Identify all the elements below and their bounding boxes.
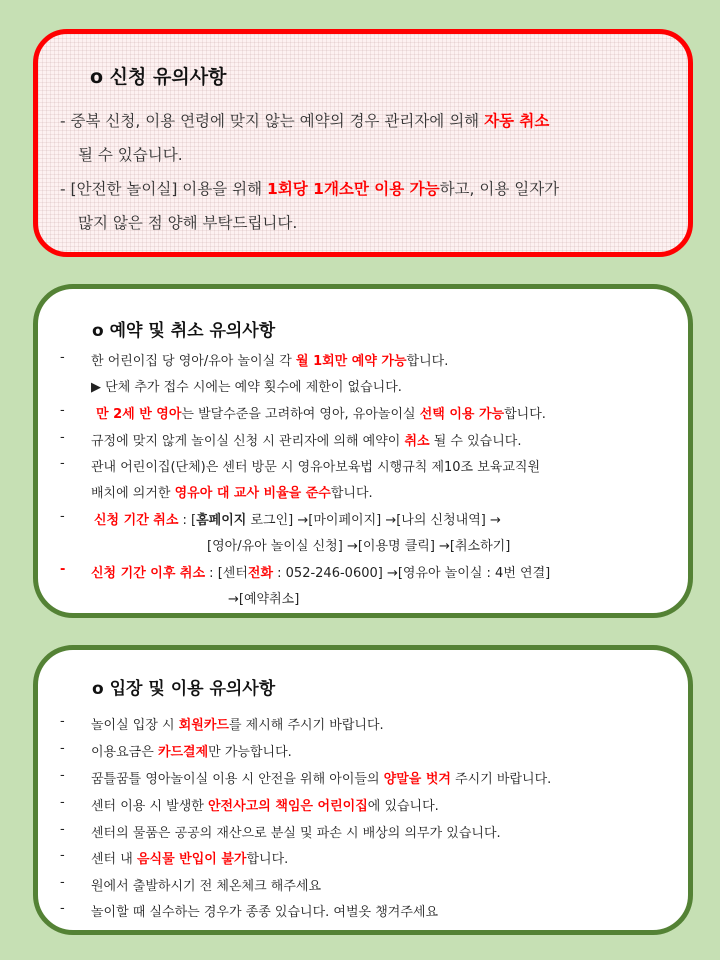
- list-item: 신청 기간 취소 : [홈페이지 로그인] →[마이페이지] →[나의 신청내역] →: [94, 513, 501, 528]
- list-item: 만 2세 반 영아는 발달수준을 고려하여 영아, 유아놀이실 선택 이용 가능합니다.: [96, 407, 546, 422]
- list-item: 꿈틀꿈틀 영아놀이실 이용 시 안전을 위해 아이들의 양말을 벗겨 주시기 바랍니다.: [91, 772, 552, 787]
- list-item: 원에서 출발하시기 전 체온체크 해주세요: [91, 879, 322, 894]
- list-item: 놀이할 때 실수하는 경우가 종종 있습니다. 여벌옷 챙겨주세요: [91, 905, 439, 920]
- list-item: 센터의 물품은 공공의 재산으로 분실 및 파손 시 배상의 의무가 있습니다.: [91, 826, 501, 841]
- list-item: 센터 이용 시 발생한 안전사고의 책임은 어린이집에 있습니다.: [91, 799, 439, 814]
- list-item-cont: →[예약취소]: [228, 592, 300, 607]
- highlight-auto-cancel: 자동 취소: [484, 112, 550, 130]
- list-item-cont: [영아/유아 놀이실 신청] →[이용명 클릭] →[취소하기]: [207, 539, 511, 554]
- list-item: 놀이실 입장 시 회원카드를 제시해 주시기 바랍니다.: [91, 718, 384, 733]
- list-item: 관내 어린이집(단체)은 센터 방문 시 영유아보육법 시행규칙 제10조 보육교직원: [91, 460, 541, 475]
- notice-line-4: 많지 않은 점 양해 부탁드립니다.: [78, 214, 298, 232]
- reservation-cancel-title: o 예약 및 취소 유의사항: [92, 321, 276, 341]
- entry-usage-title: o 입장 및 이용 유의사항: [92, 679, 276, 699]
- application-notice-title: o 신청 유의사항: [90, 66, 227, 88]
- application-notice-panel: [33, 29, 693, 257]
- entry-usage-panel: o 입장 및 이용 유의사항 - 놀이실 입장 시 회원카드를 제시해 주시기 바랍니다. - 이용요금은 카드결제만 가능합니다. - 꿈틀꿈틀 영아놀이실 이용 시 안전을 위해 아이들의 양말을 벗겨 주시기 바랍니다. - 센터 이용 시 발생한 안전사고의 책임은 어린이집에 있습니다. - 센터의 물품은 공공의 재산으로 분실 및 파손 시 배상의 의무가 있습니다. - 센터 내 음식물 반입이 불가합니다. - 원에서 출발하시기 전 체온체크 해주세요 - 놀이할 때 실수하는 경우가 종종 있습니다. 여벌옷 챙겨주세요: [33, 645, 693, 935]
- reservation-cancel-panel: o 예약 및 취소 유의사항 - 한 어린이집 당 영아/유아 놀이실 각 월 1회만 예약 가능합니다. ▶ 단체 추가 접수 시에는 예약 횟수에 제한이 없습니다. - 만 2세 반 영아는 발달수준을 고려하여 영아, 유아놀이실 선택 이용 가능합니다. - 규정에 맞지 않게 놀이실 신청 시 관리자에 의해 예약이 취소 될 수 있습니다. - 관내 어린이집(단체)은 센터 방문 시 영유아보육법 시행규칙 제10조 보육교직원 배치에 의거한 영유아 대 교사 비율을 준수합니다. - 신청 기간 취소 : [홈페이지 로그인] →[마이페이지] →[나의 신청내역] → [영아/유아 놀이실 신청] →[이용명 클릭] →[취소하기] - 신청 기간 이후 취소 : [센터전화 : 052-246-0600] →[영유아 놀이실 : 4번 연결] →[예약취소]: [33, 284, 693, 618]
- highlight-one-room: 1회당 1개소만 이용 가능: [267, 180, 440, 198]
- notice-line-2: 될 수 있습니다.: [78, 146, 183, 164]
- list-item-cont: 배치에 의거한 영유아 대 교사 비율을 준수합니다.: [91, 486, 373, 501]
- list-subitem: ▶ 단체 추가 접수 시에는 예약 횟수에 제한이 없습니다.: [91, 380, 402, 395]
- list-item: 한 어린이집 당 영아/유아 놀이실 각 월 1회만 예약 가능합니다.: [91, 354, 449, 369]
- notice-line-3: - [안전한 놀이실] 이용을 위해 1회당 1개소만 이용 가능하고, 이용 일자가: [60, 180, 560, 198]
- list-item: 신청 기간 이후 취소 : [센터전화 : 052-246-0600] →[영유아 놀이실 : 4번 연결]: [91, 566, 551, 581]
- notice-line-1: - 중복 신청, 이용 연령에 맞지 않는 예약의 경우 관리자에 의해 자동 취소: [60, 112, 550, 130]
- list-item: 이용요금은 카드결제만 가능합니다.: [91, 745, 292, 760]
- list-item: 규정에 맞지 않게 놀이실 신청 시 관리자에 의해 예약이 취소 될 수 있습니다.: [91, 434, 522, 449]
- list-item: 센터 내 음식물 반입이 불가합니다.: [91, 852, 289, 867]
